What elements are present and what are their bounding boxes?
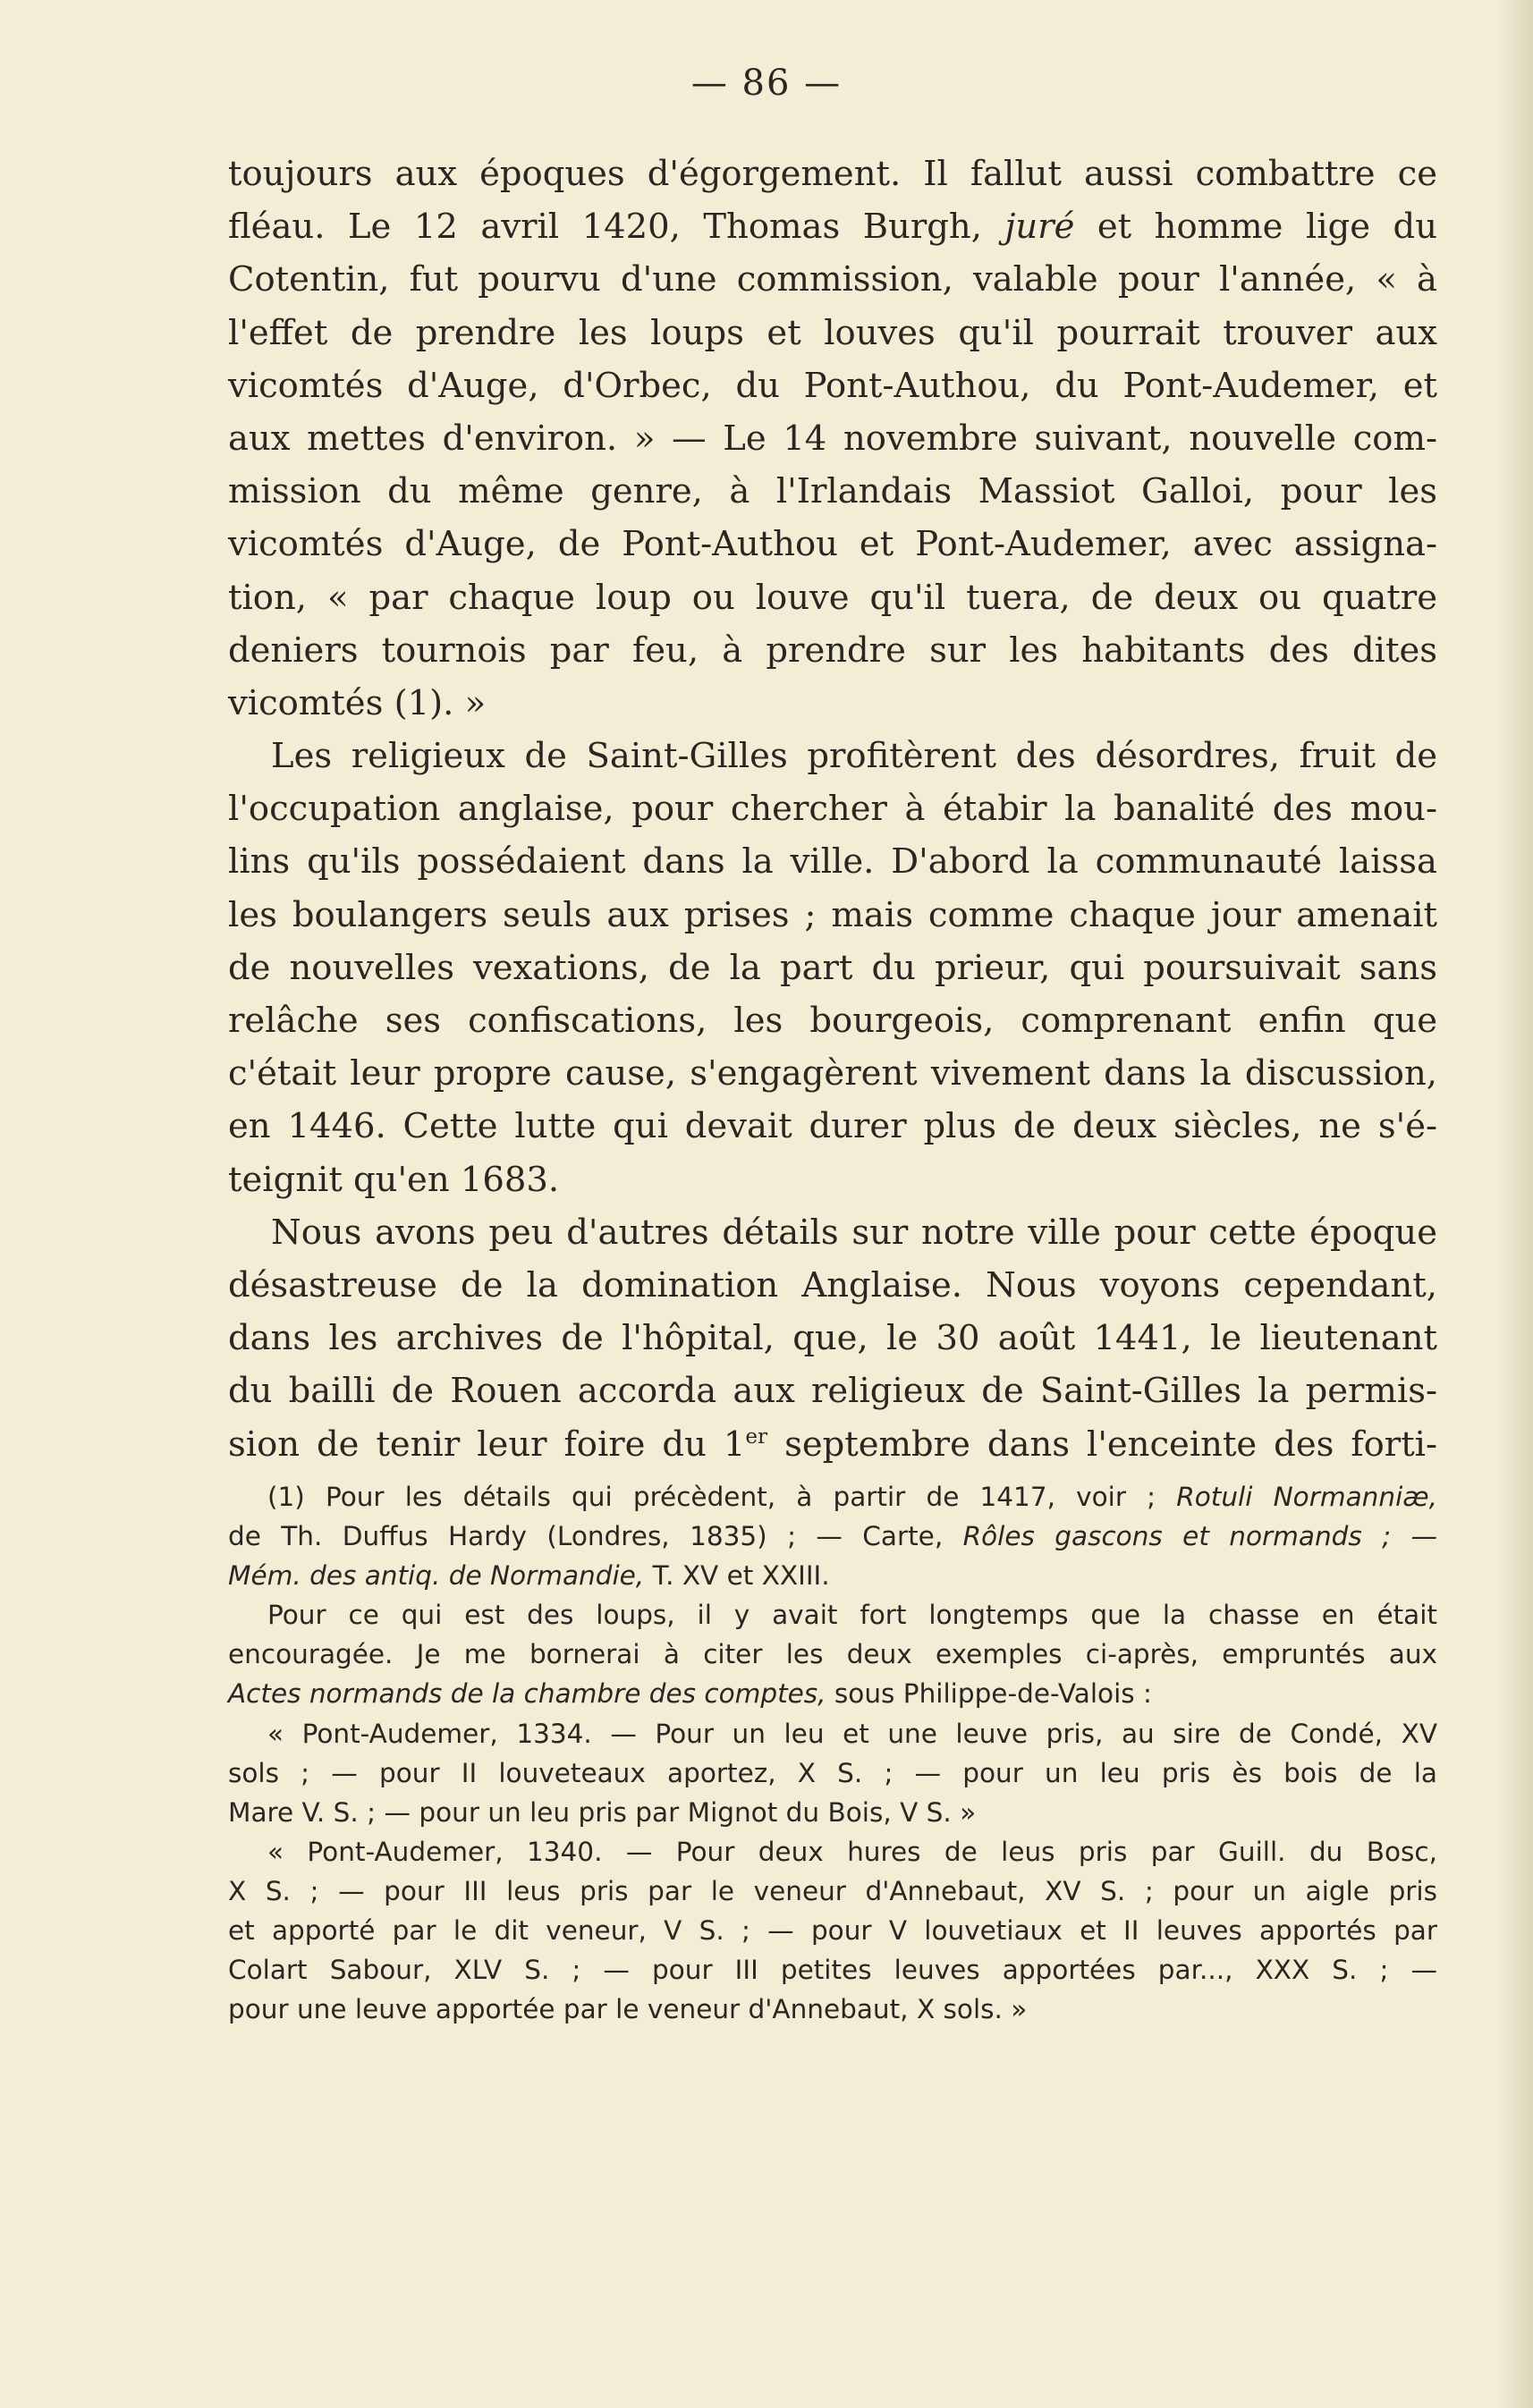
body-line: vicomtés d'Auge, d'Orbec, du Pont-Authou, du Pont-Audemer, et bbox=[228, 365, 1437, 406]
body-line: l'occupation anglaise, pour chercher à étabir la banalité des mou- bbox=[228, 789, 1437, 830]
body-line: de nouvelles vexations, de la part du prieur, qui poursuivait sans bbox=[228, 947, 1437, 988]
body-line: dans les archives de l'hôpital, que, le 30 août 1441, le lieutenant bbox=[228, 1318, 1437, 1359]
body-line: Cotentin, fut pourvu d'une commission, valable pour l'année, « à bbox=[228, 259, 1437, 300]
body-line: sion de tenir leur foire du 1er septembre dans l'enceinte des forti- bbox=[228, 1424, 1437, 1465]
footnote-line: « Pont-Audemer, 1334. — Pour un leu et une leuve pris, au sire de Condé, XV bbox=[267, 1718, 1437, 1749]
body-line: toujours aux époques d'égorgement. Il fallut aussi combattre ce bbox=[228, 154, 1437, 194]
footnote-line: Mare V. S. ; — pour un leu pris par Mignot du Bois, V S. » bbox=[228, 1796, 977, 1828]
body-text bbox=[228, 148, 1437, 1471]
footnote-line: encouragée. Je me bornerai à citer les deux exemples ci-après, empruntés aux bbox=[228, 1639, 1437, 1670]
footnote-line: Colart Sabour, XLV S. ; — pour III petites leuves apportées par..., XXX S. ; — bbox=[228, 1955, 1437, 1986]
footnote-line: pour une leuve apportée par le veneur d'Annebaut, X sols. » bbox=[228, 1994, 1028, 2025]
footnote-line: Mém. des antiq. de Normandie, T. XV et XXIII. bbox=[228, 1560, 830, 1592]
body-line: vicomtés (1). » bbox=[228, 682, 487, 723]
body-line: aux mettes d'environ. » — Le 14 novembre suivant, nouvelle com- bbox=[228, 418, 1437, 459]
body-line: mission du même genre, à l'Irlandais Massiot Galloi, pour les bbox=[228, 471, 1437, 512]
body-line: en 1446. Cette lutte qui devait durer plus de deux siècles, ne s'é- bbox=[228, 1106, 1437, 1147]
body-line: teignit qu'en 1683. bbox=[228, 1159, 560, 1200]
body-line: relâche ses confiscations, les bourgeois, comprenant enfin que bbox=[228, 1001, 1437, 1041]
footnote-line: et apporté par le dit veneur, V S. ; — pour V louvetiaux et II leuves apportés par bbox=[228, 1915, 1437, 1947]
footnote-line: Pour ce qui est des loups, il y avait fort longtemps que la chasse en était bbox=[267, 1600, 1437, 1631]
body-line: tion, « par chaque loup ou louve qu'il tuera, de deux ou quatre bbox=[228, 577, 1437, 618]
body-line: désastreuse de la domination Anglaise. Nous voyons cependant, bbox=[228, 1264, 1437, 1305]
body-line: Nous avons peu d'autres détails sur notre ville pour cette époque bbox=[271, 1212, 1437, 1253]
body-line: Les religieux de Saint-Gilles profitèrent des désordres, fruit de bbox=[271, 736, 1437, 777]
footnote-line: Actes normands de la chambre des comptes, sous Philippe-de-Valois : bbox=[228, 1678, 1152, 1710]
body-line: les boulangers seuls aux prises ; mais comme chaque jour amenait bbox=[228, 894, 1437, 935]
body-line: l'effet de prendre les loups et louves qu'il pourrait trouver aux bbox=[228, 312, 1437, 353]
footnotes bbox=[228, 1477, 1437, 2029]
body-line: fléau. Le 12 avril 1420, Thomas Burgh, juré et homme lige du bbox=[228, 207, 1437, 248]
footnote-line: X S. ; — pour III leus pris par le veneur d'Annebaut, XV S. ; pour un aigle pris bbox=[228, 1875, 1437, 1906]
body-line: c'était leur propre cause, s'engagèrent vivement dans la discussion, bbox=[228, 1053, 1437, 1094]
body-line: lins qu'ils possédaient dans la ville. D'abord la communauté laissa bbox=[228, 841, 1437, 883]
body-line: vicomtés d'Auge, de Pont-Authou et Pont-Audemer, avec assigna- bbox=[228, 524, 1437, 565]
footnote-line: « Pont-Audemer, 1340. — Pour deux hures de leus pris par Guill. du Bosc, bbox=[267, 1836, 1437, 1867]
page-number: — 86 — bbox=[690, 63, 843, 104]
page-edge-shadow bbox=[1497, 0, 1533, 2408]
footnote-line: sols ; — pour II louveteaux aportez, X S. ; — pour un leu pris ès bois de la bbox=[228, 1757, 1437, 1788]
footnote-line: de Th. Duffus Hardy (Londres, 1835) ; — Carte, Rôles gascons et normands ; — bbox=[228, 1521, 1437, 1552]
footnote-line: (1) Pour les détails qui précèdent, à partir de 1417, voir ; Rotuli Normanniæ, bbox=[267, 1482, 1437, 1512]
body-line: deniers tournois par feu, à prendre sur les habitants des dites bbox=[228, 629, 1437, 671]
body-line: du bailli de Rouen accorda aux religieux de Saint-Gilles la permis- bbox=[228, 1371, 1437, 1412]
